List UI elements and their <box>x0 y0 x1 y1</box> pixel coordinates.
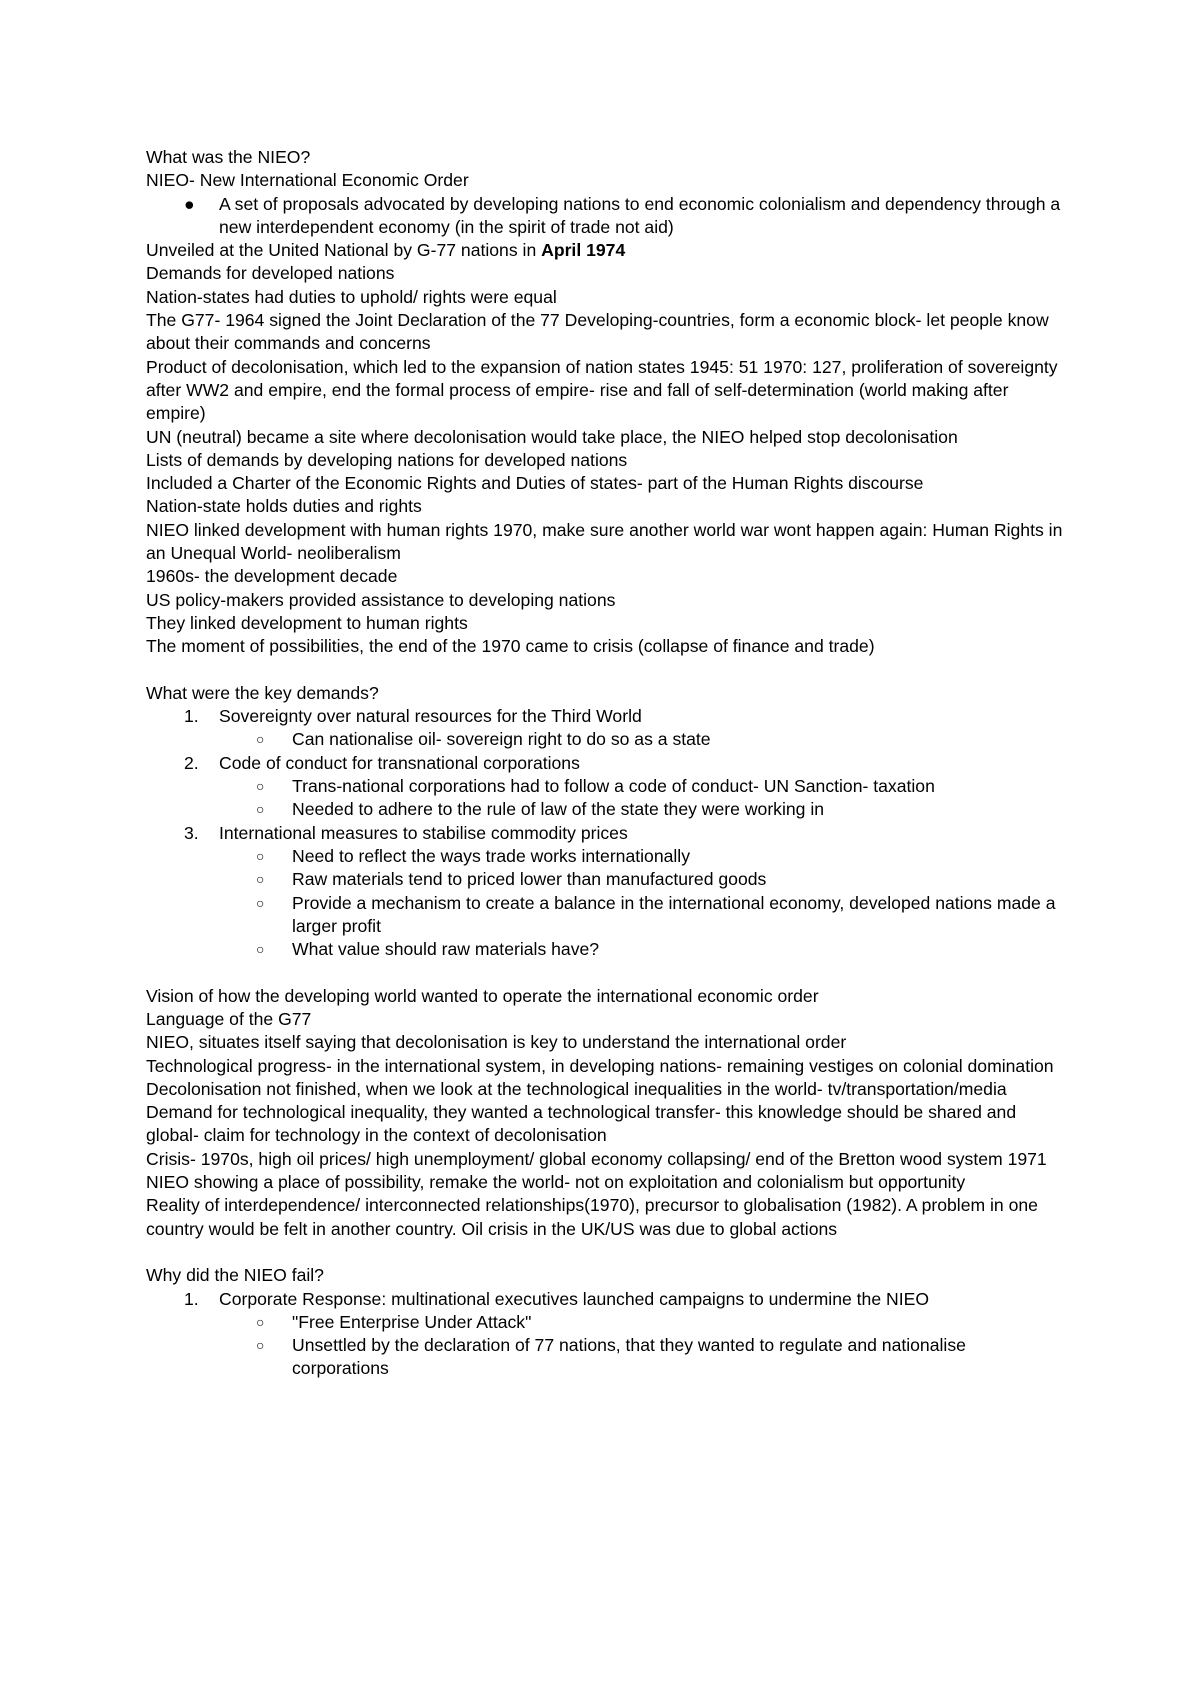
text-line: Demands for developed nations <box>146 263 395 284</box>
document-page <box>146 146 1066 1381</box>
text-line: Nation-states had duties to uphold/ rights were equal <box>146 286 557 307</box>
section-heading: What was the NIEO? <box>146 147 311 167</box>
sub-bullet-item <box>146 798 1066 821</box>
sub-bullet-item <box>146 1311 1066 1334</box>
text-line: The G77- 1964 signed the Joint Declaration of the 77 Developing-countries, form a economic block- let people know about their commands and concerns <box>146 310 1049 354</box>
hollow-circle-icon: ○ <box>256 1313 265 1330</box>
bullet-item <box>146 193 1066 240</box>
item-number: 1. <box>184 706 199 727</box>
hollow-circle-icon: ○ <box>256 941 265 958</box>
text-line: Nation-state holds duties and rights <box>146 496 422 517</box>
section-heading: What were the key demands? <box>146 682 379 703</box>
hollow-circle-icon: ○ <box>256 731 265 748</box>
text-line: Lists of demands by developing nations for developed nations <box>146 449 628 470</box>
sub-bullet-text: Unsettled by the declaration of 77 nations, that they wanted to regulate and nationalise corporations <box>292 1335 966 1379</box>
numbered-item <box>146 1288 1066 1311</box>
text-line: NIEO linked development with human rights 1970, make sure another world war wont happen again: Human Rights in an Unequal World- neoliberalism <box>146 519 1063 564</box>
sub-bullet-item <box>146 892 1066 939</box>
sub-bullet-text: "Free Enterprise Under Attack" <box>292 1311 532 1332</box>
text-line: They linked development to human rights <box>146 612 468 633</box>
text-line: Product of decolonisation, which led to the expansion of nation states 1945: 51 1970: 127, proliferation of sovereignty after WW2 and empire, end the formal process of empire- rise and fall of self-determination (world making after empire) <box>146 356 1058 424</box>
unveiled-text: Unveiled at the United National by G-77 nations in <box>146 240 542 261</box>
numbered-item <box>146 705 1066 728</box>
sub-bullet-text: Need to reflect the ways trade works internationally <box>292 845 691 866</box>
sub-bullet-text: Can nationalise oil- sovereign right to do so as a state <box>292 729 711 750</box>
sub-bullet-item <box>146 1334 1066 1381</box>
text-line: NIEO, situates itself saying that decolonisation is key to understand the international order <box>146 1032 847 1053</box>
item-number: 3. <box>184 822 199 843</box>
sub-bullet-text: Needed to adhere to the rule of law of the state they were working in <box>292 799 825 820</box>
unveiled-line <box>146 239 1066 262</box>
sub-bullet-item <box>146 845 1066 868</box>
section-heading: Why did the NIEO fail? <box>146 1265 324 1286</box>
sub-bullet-text: Raw materials tend to priced lower than manufactured goods <box>292 869 767 890</box>
item-text: Corporate Response: multinational executives launched campaigns to undermine the NIEO <box>219 1288 930 1309</box>
hollow-circle-icon: ○ <box>256 1337 265 1354</box>
text-line: 1960s- the development decade <box>146 566 398 587</box>
item-text: Code of conduct for transnational corporations <box>219 752 580 773</box>
numbered-item <box>146 822 1066 845</box>
text-line: Reality of interdependence/ interconnected relationships(1970), precursor to globalisation (1982). A problem in one country would be felt in another country. Oil crisis in the UK/US was due to global actions <box>146 1195 1038 1239</box>
hollow-circle-icon: ○ <box>256 801 265 818</box>
text-line: UN (neutral) became a site where decolonisation would take place, the NIEO helped stop decolonisation <box>146 426 958 447</box>
item-text: International measures to stabilise commodity prices <box>219 822 628 843</box>
item-text: Sovereignty over natural resources for the Third World <box>219 706 642 727</box>
bullet-text: A set of proposals advocated by developing nations to end economic colonialism and dependency through a new interdependent economy (in the spirit of trade not aid) <box>219 193 1061 237</box>
hollow-circle-icon: ○ <box>256 894 265 911</box>
text-line: Vision of how the developing world wanted to operate the international economic order <box>146 985 819 1006</box>
text-line: The moment of possibilities, the end of the 1970 came to crisis (collapse of finance and trade) <box>146 636 875 657</box>
text-line: Decolonisation not finished, when we look at the technological inequalities in the world- tv/transportation/media <box>146 1078 1007 1099</box>
sub-bullet-text: What value should raw materials have? <box>292 939 600 960</box>
text-line: Demand for technological inequality, they wanted a technological transfer- this knowledge should be shared and global- claim for technology in the context of decolonisation <box>146 1102 1017 1146</box>
text-line: Crisis- 1970s, high oil prices/ high unemployment/ global economy collapsing/ end of the Bretton wood system 1971 <box>146 1148 1047 1169</box>
hollow-circle-icon: ○ <box>256 871 265 888</box>
text-line: NIEO showing a place of possibility, remake the world- not on exploitation and colonialism but opportunity <box>146 1172 966 1193</box>
item-number: 1. <box>184 1288 199 1309</box>
sub-bullet-item <box>146 868 1066 891</box>
unveiled-date: April 1974 <box>541 240 626 261</box>
sub-bullet-item <box>146 775 1066 798</box>
spacer <box>146 659 1066 682</box>
text-line: US policy-makers provided assistance to developing nations <box>146 589 616 610</box>
item-number: 2. <box>184 752 199 773</box>
text-line: Technological progress- in the international system, in developing nations- remaining vestiges on colonial domination <box>146 1055 1054 1076</box>
hollow-circle-icon: ○ <box>256 778 265 795</box>
sub-bullet-text: Trans-national corporations had to follow a code of conduct- UN Sanction- taxation <box>292 776 935 797</box>
sub-bullet-item <box>146 728 1066 751</box>
sub-bullet-text: Provide a mechanism to create a balance in the international economy, developed nations made a larger profit <box>292 892 1056 936</box>
bullet-icon: ● <box>184 193 195 214</box>
spacer <box>146 1241 1066 1264</box>
definition-line: NIEO- New International Economic Order <box>146 170 469 191</box>
spacer <box>146 961 1066 984</box>
hollow-circle-icon: ○ <box>256 847 265 864</box>
text-line: Included a Charter of the Economic Rights and Duties of states- part of the Human Rights discourse <box>146 473 924 494</box>
text-line: Language of the G77 <box>146 1008 312 1029</box>
numbered-item <box>146 752 1066 775</box>
sub-bullet-item <box>146 938 1066 961</box>
